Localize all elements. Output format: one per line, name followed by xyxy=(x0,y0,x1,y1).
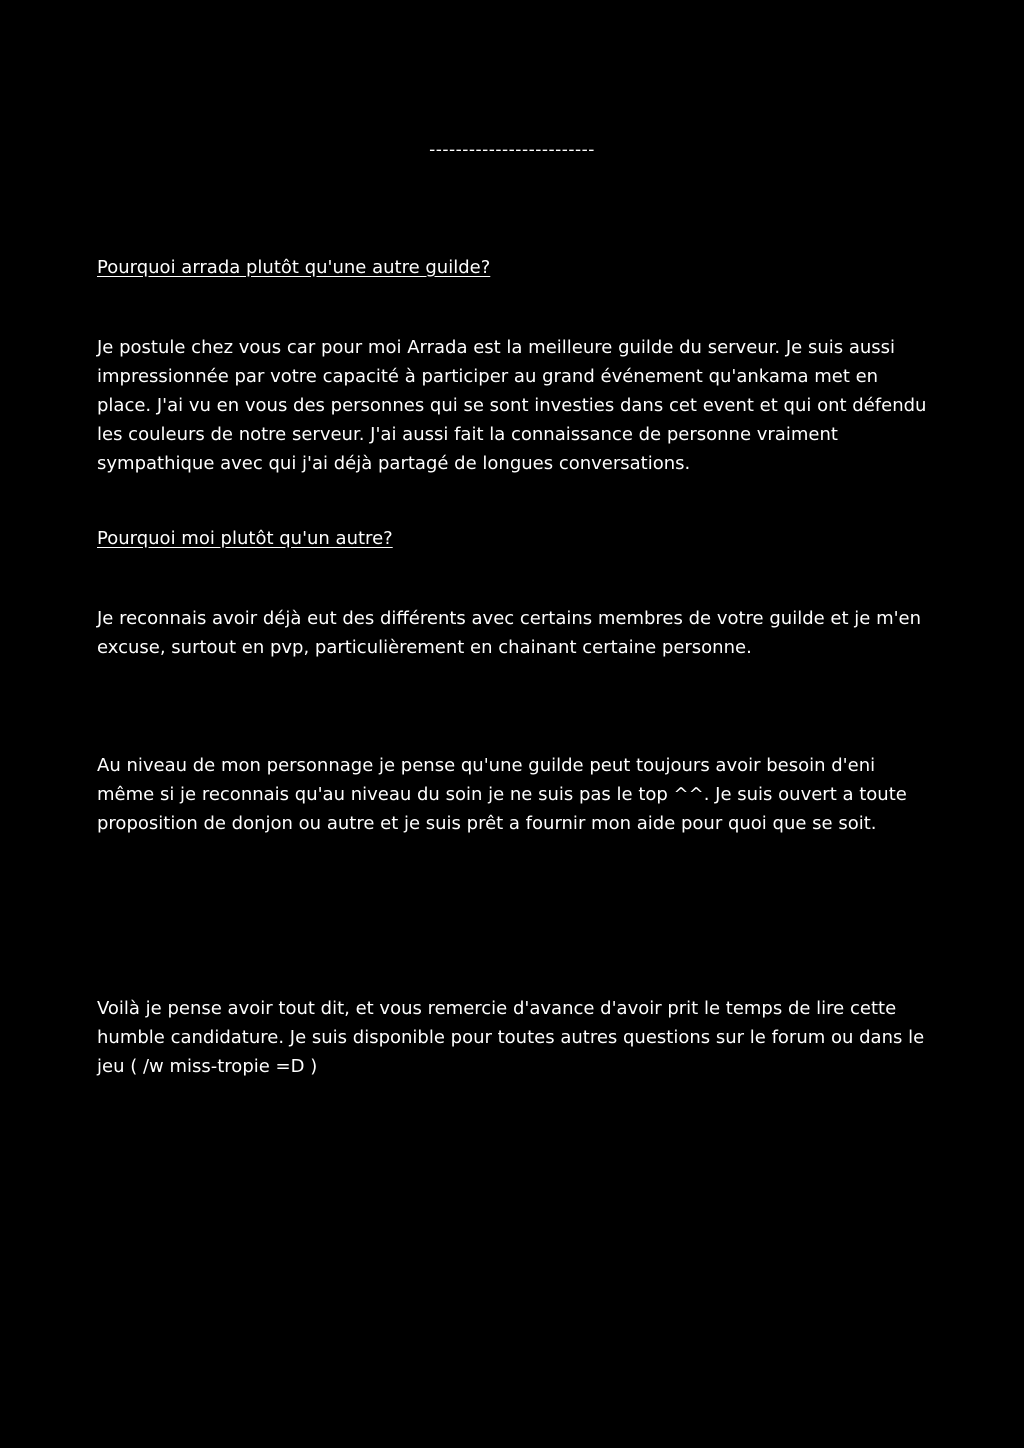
paragraph-character: Au niveau de mon personnage je pense qu'une guilde peut toujours avoir besoin d'eni même si je reconnais qu'au niveau du soin je ne suis pas le top ^^. Je suis ouvert a toute proposition de donjon ou autre et je suis prêt a fournir mon aide pour quoi que se soit. xyxy=(97,755,907,834)
paragraph-apology: Je reconnais avoir déjà eut des différents avec certains membres de votre guilde et je m'en excuse, surtout en pvp, particulièrement en chainant certaine personne. xyxy=(97,608,922,658)
section-heading-guild: Pourquoi arrada plutôt qu'une autre guilde? xyxy=(97,257,491,278)
paragraph-closing: Voilà je pense avoir tout dit, et vous remercie d'avance d'avoir prit le temps de lire cette humble candidature. Je suis disponible pour toutes autres questions sur le forum ou dans le jeu ( /w miss-tropie =D ) xyxy=(97,998,925,1077)
section-heading-self: Pourquoi moi plutôt qu'un autre? xyxy=(97,528,393,549)
dashed-divider: ------------------------- xyxy=(429,140,595,160)
paragraph-guild-motivation: Je postule chez vous car pour moi Arrada est la meilleure guilde du serveur. Je suis aussi impressionnée par votre capacité à participer au grand événement qu'ankama met en place. J'ai vu en vous des personnes qui se sont investies dans cet event et qui ont défendu les couleurs de notre serveur. J'ai aussi fait la connaissance de personne vraiment sympathique avec qui j'ai déjà partagé de longues conversations. xyxy=(97,337,927,474)
